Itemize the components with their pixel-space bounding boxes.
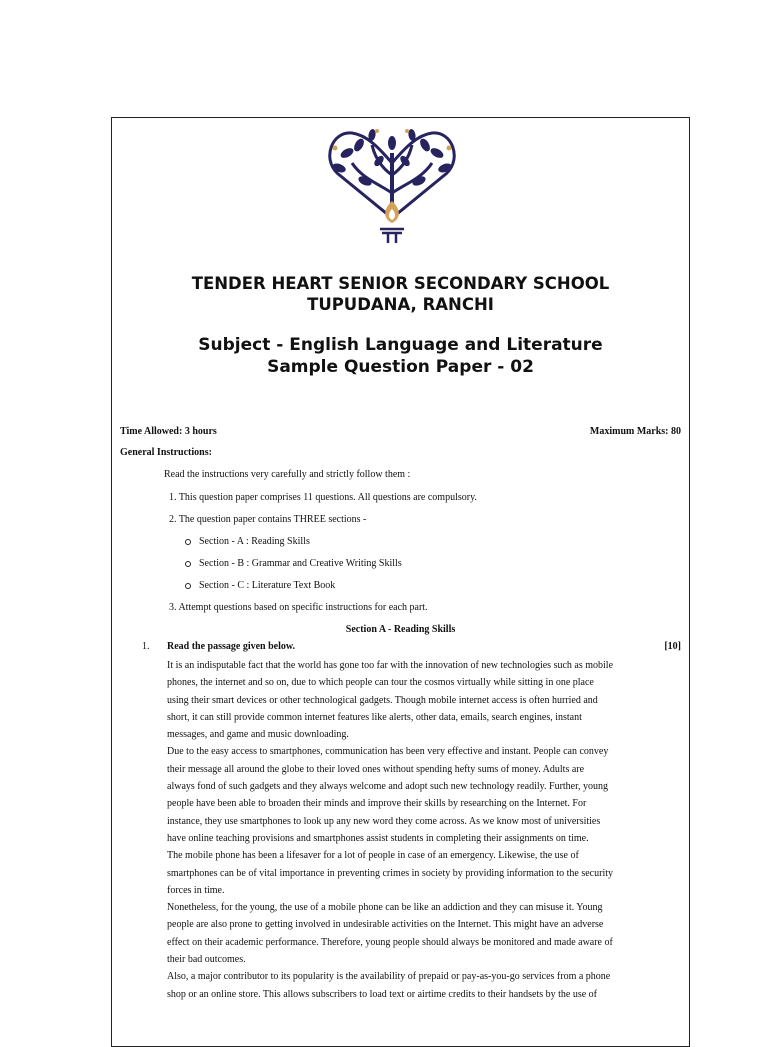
passage-line: It is an indisputable fact that the world has gone too far with the innovation of new technologies such as mobile bbox=[167, 660, 614, 671]
question-number: 1. bbox=[142, 641, 150, 652]
time-allowed: Time Allowed: 3 hours bbox=[120, 426, 217, 437]
instruction-item: 1. This question paper comprises 11 questions. All questions are compulsory. bbox=[169, 492, 477, 503]
passage-line: Nonetheless, for the young, the use of a mobile phone can be like an addiction and they can misuse it. Young bbox=[167, 902, 603, 914]
passage-line: effect on their academic performance. Therefore, young people should always be monitored and made aware of bbox=[167, 936, 613, 948]
maximum-marks: Maximum Marks: 80 bbox=[589, 426, 681, 437]
reading-passage bbox=[167, 657, 682, 1003]
general-instructions-heading: General Instructions: bbox=[120, 447, 212, 458]
passage-line: their message all around the globe to their loved ones without spending hefty sums of money. Adults are bbox=[167, 763, 585, 775]
passage-line: Due to the easy access to smartphones, communication has been very effective and instant. People can convey bbox=[167, 746, 609, 758]
passage-line: using their smart devices or other technological gadgets. Though mobile internet access is often hurried and bbox=[167, 694, 598, 706]
school-location: TUPUDANA, RANCHI bbox=[307, 295, 494, 314]
passage-line: instance, they use smartphones to look up any new word they come across. As we know most of universities bbox=[167, 815, 601, 827]
school-logo-tree-icon bbox=[317, 123, 467, 248]
section-list-label: Section - A : Reading Skills bbox=[199, 536, 310, 547]
passage-line: smartphones can be of vital importance in preventing crimes in society by providing information to the security bbox=[167, 867, 613, 879]
exam-meta-row bbox=[120, 426, 681, 437]
passage-line: forces in time. bbox=[167, 884, 225, 896]
passage-line: shop or an online store. This allows subscribers to load text or airtime credits to their handsets by the use of bbox=[167, 988, 598, 1000]
passage-line: people have been able to broaden their minds and improve their skills by researching on the Internet. For bbox=[167, 798, 587, 810]
passage-line: messages, and game and music downloading. bbox=[167, 729, 349, 741]
section-list-label: Section - C : Literature Text Book bbox=[199, 580, 336, 591]
instructions-intro: Read the instructions very carefully and strictly follow them : bbox=[164, 469, 411, 480]
section-list-item bbox=[185, 580, 335, 591]
question-marks: [10] bbox=[664, 641, 681, 652]
passage-line: short, it can still provide common internet features like alerts, other data, emails, search engines, instant bbox=[167, 711, 582, 723]
paper-title: Sample Question Paper - 02 bbox=[267, 357, 534, 377]
section-list-label: Section - B : Grammar and Creative Writing Skills bbox=[199, 558, 402, 569]
question-title: Read the passage given below. bbox=[167, 641, 296, 652]
bullet-icon bbox=[185, 539, 191, 545]
section-list-item bbox=[185, 536, 310, 547]
instruction-item: 3. Attempt questions based on specific instructions for each part. bbox=[169, 602, 428, 613]
passage-line: The mobile phone has been a lifesaver for a lot of people in case of an emergency. Likewise, the use of bbox=[167, 850, 579, 862]
question-paper-page bbox=[111, 117, 690, 1047]
passage-line: always fond of such gadgets and they always welcome and adopt such new technology readily. Further, young bbox=[167, 781, 609, 793]
passage-line: Also, a major contributor to its popularity is the availability of prepaid or pay-as-you-go services from a phone bbox=[167, 971, 611, 983]
passage-line: phones, the internet and so on, due to which people can tour the cosmos virtually while sitting in one place bbox=[167, 677, 594, 689]
passage-line: have online teaching provisions and smartphones assist students in completing their assignments on time. bbox=[167, 832, 589, 844]
bullet-icon bbox=[185, 561, 191, 567]
section-list-item bbox=[185, 558, 402, 569]
instruction-item: 2. The question paper contains THREE sections - bbox=[169, 514, 367, 525]
subject-title: Subject - English Language and Literature bbox=[198, 335, 603, 355]
section-heading: Section A - Reading Skills bbox=[345, 624, 456, 635]
bullet-icon bbox=[185, 583, 191, 589]
passage-line: their bad outcomes. bbox=[167, 954, 246, 966]
school-name: TENDER HEART SENIOR SECONDARY SCHOOL bbox=[191, 274, 610, 293]
passage-line: people are also prone to getting involved in undesirable activities on the Internet. This might have an adverse bbox=[167, 919, 604, 931]
paper-header bbox=[112, 118, 689, 408]
